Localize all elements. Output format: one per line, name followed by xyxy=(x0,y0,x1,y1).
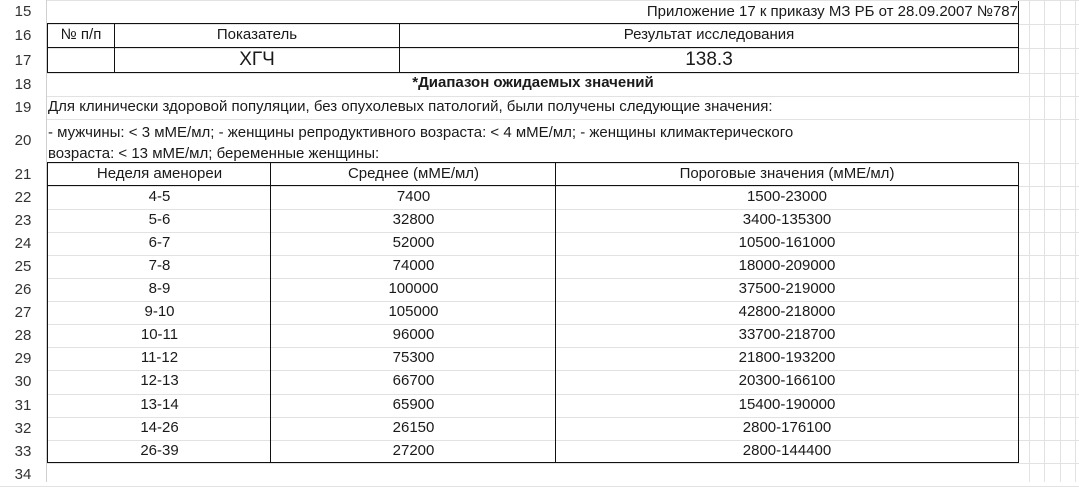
pregnancy-table-cell[interactable]: 66700 xyxy=(392,372,435,389)
row-number[interactable]: 19 xyxy=(14,98,32,116)
pregnancy-table-cell[interactable]: 75300 xyxy=(392,349,435,366)
pregnancy-table-cell[interactable]: 20300-166100 xyxy=(738,372,836,389)
row-number[interactable]: 17 xyxy=(14,51,32,69)
row-number[interactable]: 30 xyxy=(14,373,32,390)
gridline-horizontal xyxy=(0,463,1079,464)
pregnancy-table-cell[interactable]: 74000 xyxy=(392,257,435,274)
intro-line[interactable]: Для клинически здоровой популяции, без опухолевых патологий, были получены следующие значения: xyxy=(48,98,773,115)
gridline-vertical xyxy=(1044,0,1045,482)
pregnancy-table-border xyxy=(47,185,1019,186)
pregnancy-table-header[interactable]: Неделя аменореи xyxy=(96,165,223,182)
row-number[interactable]: 28 xyxy=(14,326,32,344)
pregnancy-table-border xyxy=(47,462,1019,463)
row-number[interactable]: 31 xyxy=(14,396,32,414)
pregnancy-table-cell[interactable]: 8-9 xyxy=(148,280,171,297)
row-number[interactable]: 16 xyxy=(14,27,32,44)
row-number[interactable]: 24 xyxy=(14,234,32,252)
col-result-header[interactable]: Результат исследования xyxy=(623,26,795,43)
row-number[interactable]: 22 xyxy=(14,188,32,206)
pregnancy-table-cell[interactable]: 3400-135300 xyxy=(742,211,832,228)
row-number[interactable]: 26 xyxy=(14,280,32,298)
pregnancy-table-cell[interactable]: 21800-193200 xyxy=(738,349,836,366)
row-number[interactable]: 32 xyxy=(14,419,32,437)
pregnancy-table-header[interactable]: Среднее (мМЕ/мл) xyxy=(347,165,480,182)
pregnancy-table-border xyxy=(47,162,48,463)
indicator-value[interactable]: ХГЧ xyxy=(239,49,275,70)
pregnancy-table-cell[interactable]: 26-39 xyxy=(140,442,179,459)
col-indicator-header[interactable]: Показатель xyxy=(216,26,298,43)
pregnancy-table-cell[interactable]: 10500-161000 xyxy=(738,234,836,251)
gridline-vertical xyxy=(1060,0,1061,482)
pregnancy-table-cell[interactable]: 12-13 xyxy=(140,372,179,389)
header-note[interactable]: Приложение 17 к приказу МЗ РБ от 28.09.2007 №787 xyxy=(646,3,1018,20)
pregnancy-table-cell[interactable]: 11-12 xyxy=(140,349,179,366)
pregnancy-table-cell[interactable]: 96000 xyxy=(392,326,435,343)
row-number[interactable]: 34 xyxy=(14,465,32,483)
pregnancy-table-cell[interactable]: 4-5 xyxy=(148,188,171,205)
gridline-horizontal xyxy=(0,119,1079,120)
row-number[interactable]: 21 xyxy=(14,165,32,183)
pregnancy-table-cell[interactable]: 100000 xyxy=(388,280,439,297)
pregnancy-table-cell[interactable]: 27200 xyxy=(392,442,435,459)
pregnancy-table-header[interactable]: Пороговые значения (мМЕ/мл) xyxy=(679,165,895,182)
row-number[interactable]: 23 xyxy=(14,211,32,229)
pregnancy-table-cell[interactable]: 15400-190000 xyxy=(738,396,836,413)
pregnancy-table-cell[interactable]: 13-14 xyxy=(140,396,179,413)
pregnancy-table-cell[interactable]: 37500-219000 xyxy=(738,280,836,297)
result-table-border xyxy=(47,23,1019,24)
row-number[interactable]: 27 xyxy=(14,303,32,321)
pregnancy-table-cell[interactable]: 18000-209000 xyxy=(738,257,836,274)
pregnancy-table-border xyxy=(1018,162,1019,463)
result-value[interactable]: 138.3 xyxy=(685,49,733,70)
row-number[interactable]: 33 xyxy=(14,442,32,460)
pregnancy-table-cell[interactable]: 6-7 xyxy=(148,234,171,251)
pregnancy-table-cell[interactable]: 32800 xyxy=(392,211,435,228)
pregnancy-table-cell[interactable]: 33700-218700 xyxy=(738,326,836,343)
pregnancy-table-cell[interactable]: 2800-144400 xyxy=(742,442,832,459)
row-number[interactable]: 25 xyxy=(14,257,32,275)
pregnancy-table-border xyxy=(270,162,271,463)
col-num-header[interactable]: № п/п xyxy=(60,26,102,43)
pregnancy-table-cell[interactable]: 42800-218000 xyxy=(738,303,836,320)
pregnancy-table-cell[interactable]: 26150 xyxy=(392,419,435,436)
pregnancy-table-cell[interactable]: 105000 xyxy=(388,303,439,320)
pregnancy-table-cell[interactable]: 65900 xyxy=(392,396,435,413)
gridline-vertical xyxy=(1075,0,1076,482)
row-number[interactable]: 18 xyxy=(14,75,32,93)
row-number[interactable]: 15 xyxy=(14,3,32,20)
pregnancy-table-cell[interactable]: 9-10 xyxy=(144,303,175,320)
result-table-border xyxy=(47,47,1019,48)
values-line-2[interactable]: возраста: < 13 мМЕ/мл; беременные женщины: xyxy=(48,145,380,162)
range-title[interactable]: *Диапазон ожидаемых значений xyxy=(412,74,654,91)
result-table-border xyxy=(399,23,400,73)
pregnancy-table-border xyxy=(555,162,556,463)
values-line-1[interactable]: - мужчины: < 3 мМЕ/мл; - женщины репродуктивного возраста: < 4 мМЕ/мл; - женщины климактерического xyxy=(48,124,794,141)
pregnancy-table-cell[interactable]: 10-11 xyxy=(140,326,179,343)
result-table-border xyxy=(47,72,1019,73)
row-number[interactable]: 20 xyxy=(14,132,32,149)
pregnancy-table-cell[interactable]: 14-26 xyxy=(140,419,179,436)
pregnancy-table-cell[interactable]: 7-8 xyxy=(148,257,171,274)
result-table-border xyxy=(1018,1,1019,73)
pregnancy-table-cell[interactable]: 1500-23000 xyxy=(746,188,828,205)
pregnancy-table-cell[interactable]: 7400 xyxy=(396,188,431,205)
gridline-vertical xyxy=(1029,0,1030,482)
pregnancy-table-border xyxy=(47,162,1019,163)
pregnancy-table-cell[interactable]: 52000 xyxy=(392,234,435,251)
pregnancy-table-cell[interactable]: 2800-176100 xyxy=(742,419,832,436)
result-table-border xyxy=(114,23,115,73)
row-number[interactable]: 29 xyxy=(14,349,32,367)
result-table-border xyxy=(47,23,48,73)
pregnancy-table-cell[interactable]: 5-6 xyxy=(148,211,171,228)
